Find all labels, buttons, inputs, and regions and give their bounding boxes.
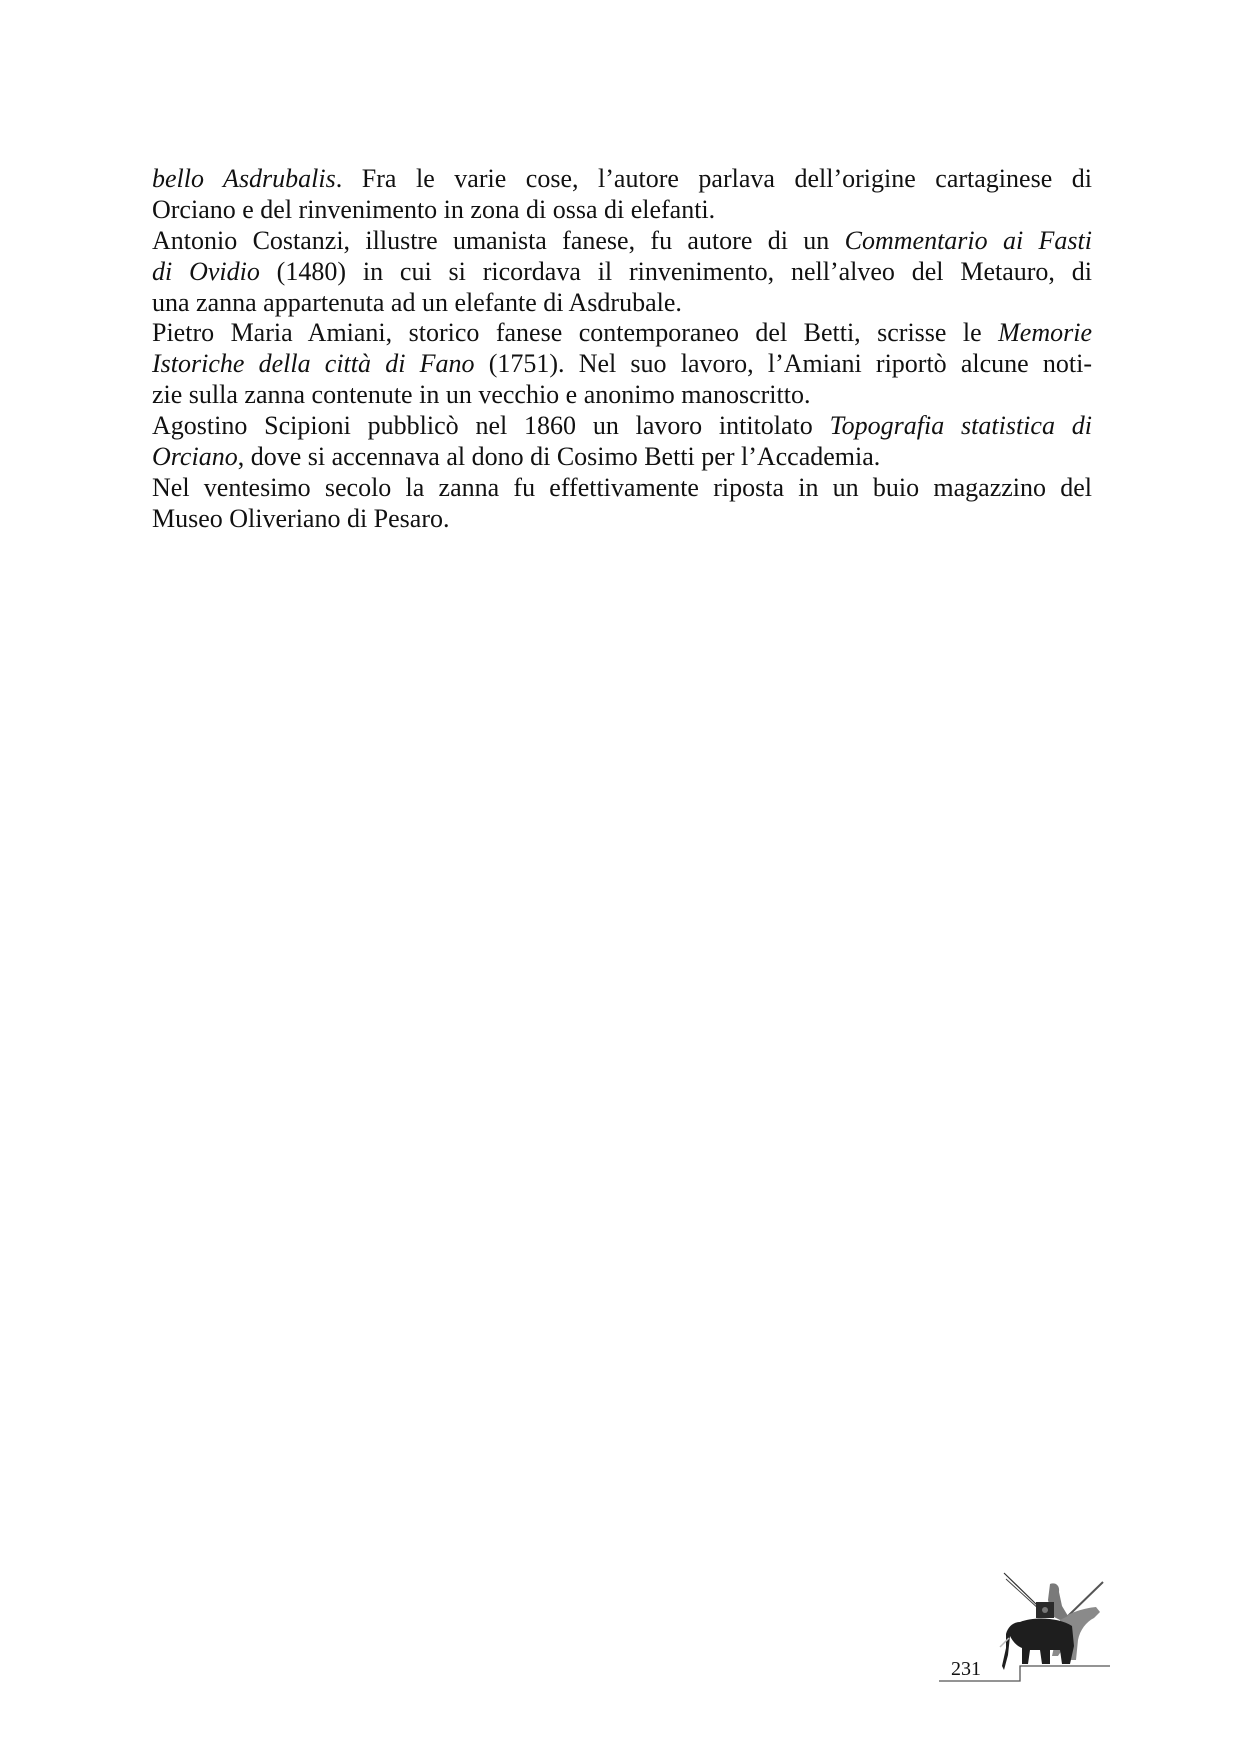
war-elephant-and-horseman-icon <box>900 1560 1140 1730</box>
text-run: zie sulla zanna contenute in un vecchio e anonimo manoscritto. <box>152 380 811 410</box>
page-footer <box>900 1560 1140 1730</box>
paragraph <box>152 411 1092 473</box>
text-run: . Fra le varie cose, l’autore parlava dell’origine cartaginese di <box>335 164 1092 193</box>
text-line <box>152 411 1092 442</box>
text-line <box>152 442 1092 473</box>
paragraph <box>152 164 1092 226</box>
text-line <box>152 257 1092 288</box>
page-number: 231 <box>951 1658 981 1680</box>
text-run: Museo Oliveriano di Pesaro. <box>152 503 450 533</box>
text-line <box>152 288 1092 319</box>
italic-title: Topografia statistica di <box>829 411 1092 441</box>
text-line <box>152 473 1092 504</box>
paragraph <box>152 226 1092 319</box>
text-run: Pietro Maria Amiani, storico fanese contemporaneo del Betti, scrisse le <box>152 318 999 348</box>
text-run: , dove si accennava al dono di Cosimo Betti per l’Accademia. <box>237 442 881 472</box>
text-line <box>152 195 1092 226</box>
italic-title: Commentario ai Fasti <box>844 225 1093 255</box>
text-run: (1480) in cui si ricordava il rinvenimento, nell’alveo del Metauro, di <box>259 256 1092 286</box>
italic-title: Orciano <box>152 442 238 472</box>
text-line <box>152 380 1092 411</box>
italic-title: di Ovidio <box>152 256 260 286</box>
text-run: Orciano e del rinvenimento in zona di ossa di elefanti. <box>152 194 716 224</box>
text-line <box>152 164 1092 195</box>
italic-title: bello Asdrubalis <box>152 164 336 193</box>
text-line <box>152 318 1092 349</box>
text-line <box>152 504 1092 535</box>
italic-title: Istoriche della città di Fano <box>152 349 475 379</box>
paragraph <box>152 318 1092 411</box>
text-run: Agostino Scipioni pubblicò nel 1860 un lavoro intitolato <box>152 411 830 441</box>
text-line <box>152 226 1092 257</box>
text-line <box>152 349 1092 380</box>
paragraph <box>152 473 1092 535</box>
text-run: una zanna appartenuta ad un elefante di Asdrubale. <box>152 287 682 317</box>
text-run: Antonio Costanzi, illustre umanista fanese, fu autore di un <box>152 225 845 255</box>
text-run: Nel ventesimo secolo la zanna fu effettivamente riposta in un buio magazzino del <box>152 472 1092 502</box>
body-text <box>152 164 1092 535</box>
italic-title: Memorie <box>998 318 1092 348</box>
text-run: (1751). Nel suo lavoro, l’Amiani riportò alcune noti- <box>474 349 1092 379</box>
